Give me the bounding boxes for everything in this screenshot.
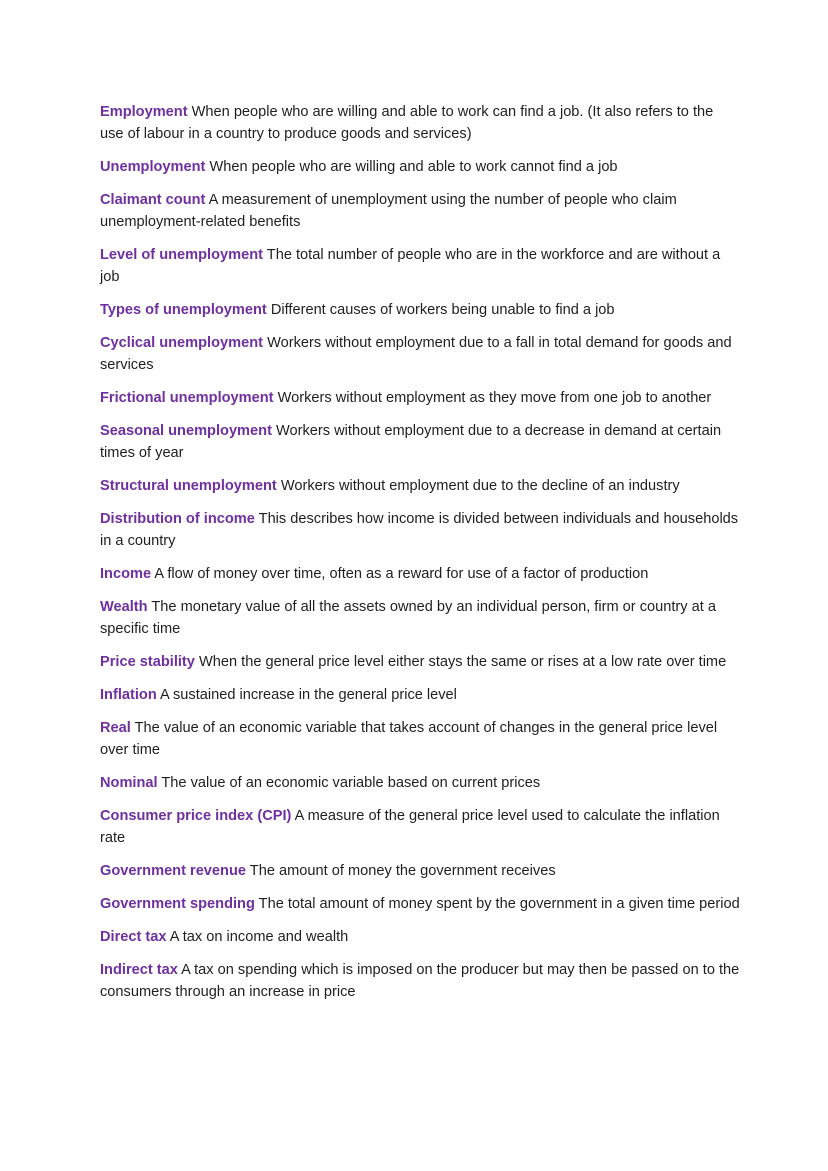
glossary-entry (100, 420, 740, 464)
glossary-definition: Different causes of workers being unable to find a job (270, 302, 615, 318)
glossary-term: Indirect tax (100, 962, 178, 978)
glossary-term: Frictional unemployment (100, 390, 274, 406)
glossary-term: Government spending (100, 896, 255, 912)
glossary-entry (100, 596, 740, 640)
glossary-definition: Workers without employment due to a fall in total demand for goods and services (100, 335, 732, 373)
glossary-definition: When the general price level either stays the same or rises at a low rate over time (198, 654, 727, 670)
glossary-term: Nominal (100, 775, 158, 791)
glossary-definition: A tax on spending which is imposed on the producer but may then be passed on to the consumers through an increase in price (100, 962, 740, 1000)
glossary-term: Cyclical unemployment (100, 335, 264, 351)
glossary-entry (100, 959, 740, 1003)
glossary-term: Income (100, 566, 152, 582)
glossary-term: Wealth (100, 599, 148, 615)
glossary-entry (100, 684, 740, 706)
glossary-definition: The value of an economic variable based on current prices (161, 775, 541, 791)
glossary-definition: A flow of money over time, often as a reward for use of a factor of production (154, 566, 649, 582)
glossary-term: Employment (100, 104, 188, 120)
glossary-definition: When people who are willing and able to work can find a job. (It also refers to the use of labour in a country to produce goods and services) (100, 104, 714, 142)
glossary-entry (100, 101, 740, 145)
glossary-definition: The monetary value of all the assets owned by an individual person, firm or country at a specific time (100, 599, 716, 637)
glossary-term: Price stability (100, 654, 195, 670)
glossary-entry (100, 332, 740, 376)
glossary-definition: A measurement of unemployment using the number of people who claim unemployment-related benefits (100, 192, 677, 230)
glossary-definition: The total amount of money spent by the government in a given time period (258, 896, 740, 912)
glossary-entry (100, 772, 740, 794)
glossary-term: Structural unemployment (100, 478, 277, 494)
glossary-entry (100, 387, 740, 409)
glossary-entry (100, 563, 740, 585)
glossary-entry (100, 244, 740, 288)
glossary-term: Claimant count (100, 192, 206, 208)
glossary-term: Unemployment (100, 159, 206, 175)
glossary-definition: Workers without employment as they move from one job to another (277, 390, 712, 406)
glossary-term: Direct tax (100, 929, 167, 945)
glossary-definition: The amount of money the government receives (249, 863, 556, 879)
glossary-term: Inflation (100, 687, 157, 703)
glossary-entry (100, 860, 740, 882)
glossary-entry (100, 893, 740, 915)
glossary-term: Government revenue (100, 863, 246, 879)
glossary-term: Types of unemployment (100, 302, 267, 318)
glossary-definition: Workers without employment due to the decline of an industry (280, 478, 680, 494)
glossary-entry (100, 156, 740, 178)
glossary-definition: The value of an economic variable that takes account of changes in the general price level over time (100, 720, 718, 758)
glossary-entry (100, 717, 740, 761)
glossary-definition: A sustained increase in the general price level (160, 687, 457, 703)
glossary-definition: When people who are willing and able to work cannot find a job (209, 159, 618, 175)
glossary-definition: A tax on income and wealth (169, 929, 349, 945)
glossary-term: Real (100, 720, 131, 736)
glossary-term: Level of unemployment (100, 247, 263, 263)
glossary-entry (100, 508, 740, 552)
glossary-entry (100, 475, 740, 497)
glossary-term: Distribution of income (100, 511, 255, 527)
glossary-term: Seasonal unemployment (100, 423, 272, 439)
glossary-list (100, 101, 740, 1014)
glossary-definition: The total number of people who are in the workforce and are without a job (100, 247, 721, 285)
glossary-entry (100, 651, 740, 673)
glossary-term: Consumer price index (CPI) (100, 808, 292, 824)
glossary-entry (100, 299, 740, 321)
glossary-definition: Workers without employment due to a decrease in demand at certain times of year (100, 423, 722, 461)
glossary-entry (100, 926, 740, 948)
glossary-entry (100, 189, 740, 233)
glossary-definition: A measure of the general price level used to calculate the inflation rate (100, 808, 720, 846)
glossary-entry (100, 805, 740, 849)
glossary-definition: This describes how income is divided between individuals and households in a country (100, 511, 739, 549)
